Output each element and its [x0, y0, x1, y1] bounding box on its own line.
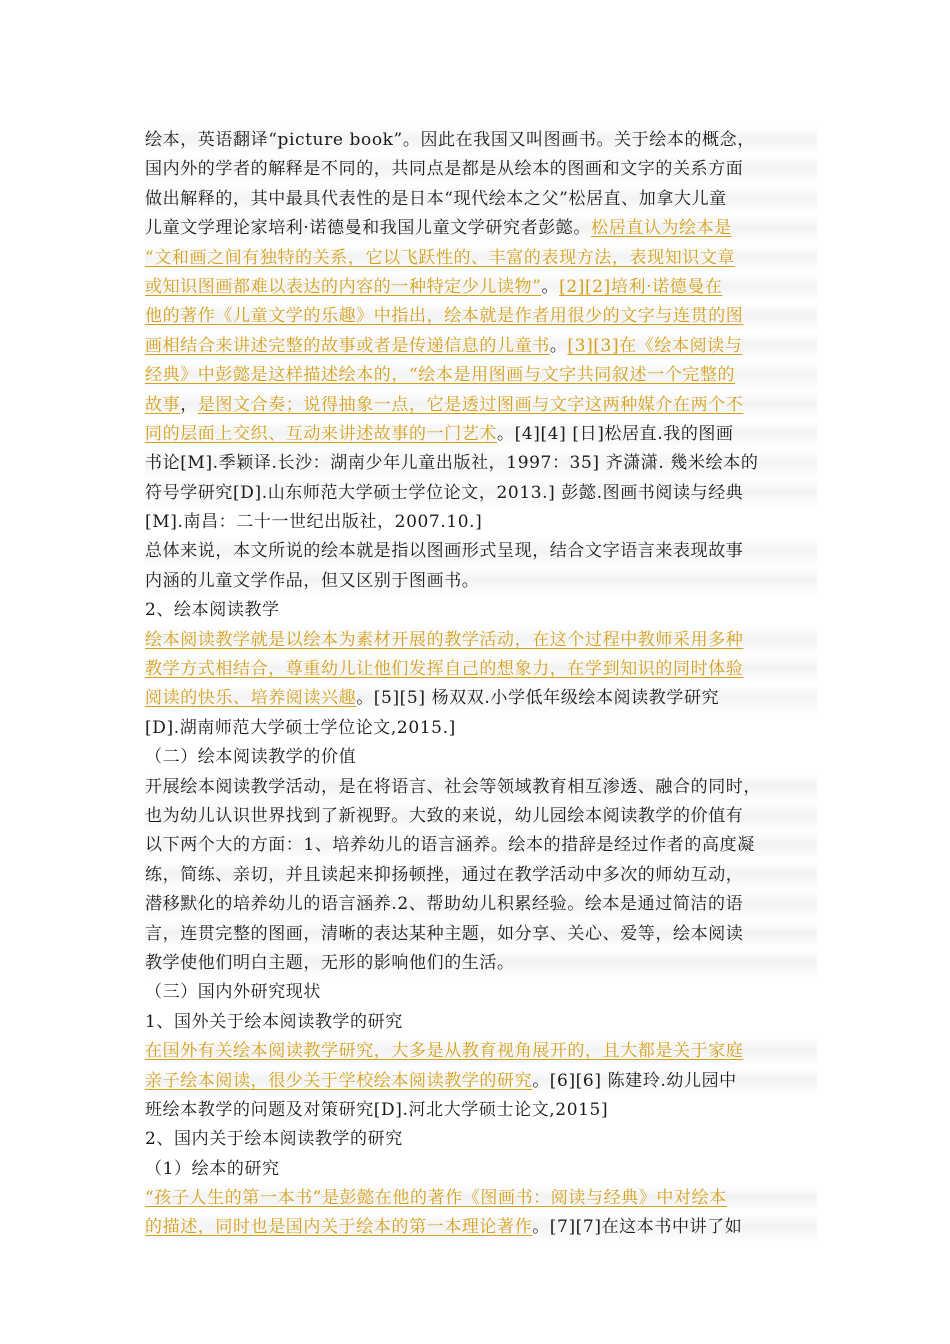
- text-line: [145, 655, 817, 684]
- text-line: [145, 890, 817, 919]
- highlighted-citation-text: 教学方式相结合，尊重幼儿让他们发挥自己的想象力，在学到知识的同时体验: [145, 659, 744, 680]
- text-line: [145, 684, 817, 713]
- body-text: 。[7][7]在这本书中讲了如: [532, 1217, 743, 1238]
- text-line: [145, 861, 817, 890]
- highlighted-citation-text: 阅读的快乐、培养阅读兴趣: [145, 688, 357, 709]
- body-text: 。: [541, 276, 560, 297]
- body-text: 。: [549, 335, 568, 356]
- text-line: [145, 1067, 817, 1096]
- body-text: 符号学研究[D].山东师范大学硕士学位论文，2013.] 彭懿.图画书阅读与经典: [145, 482, 744, 503]
- text-line: [145, 978, 817, 1007]
- text-line: [145, 802, 817, 831]
- text-line: [145, 420, 817, 449]
- highlighted-citation-text: “文和画之间有独特的关系，它以飞跃性的、丰富的表现方法，表现知识文章: [145, 247, 736, 268]
- body-text: 做出解释的，其中最具代表性的是日本“现代绘本之父”松居直、加拿大儿童: [145, 188, 727, 209]
- body-text: 以下两个大的方面：1、培养幼儿的语言涵养。绘本的措辞是经过作者的高度凝: [145, 835, 755, 856]
- text-line: [145, 1125, 817, 1154]
- text-line: [145, 244, 817, 273]
- text-line: [145, 361, 817, 390]
- text-line: [145, 537, 817, 566]
- body-text: 儿童文学理论家培利·诺德曼和我国儿童文学研究者彭懿。: [145, 218, 592, 239]
- highlighted-citation-text: 他的著作《儿童文学的乐趣》中指出，绘本就是作者用很少的文字与连贯的图: [145, 306, 744, 327]
- body-text: 总体来说，本文所说的绘本就是指以图画形式呈现，结合文字语言来表现故事: [145, 541, 744, 562]
- body-text: 。[5][5] 杨双双.小学低年级绘本阅读教学研究: [356, 688, 720, 709]
- body-text: 也为幼儿认识世界找到了新视野。大致的来说，幼儿园绘本阅读教学的价值有: [145, 805, 744, 826]
- text-line: [145, 1155, 817, 1184]
- highlighted-citation-text: 是图文合奏；说得抽象一点，它是透过图画与文字这两种媒介在两个不: [197, 394, 744, 415]
- text-line: [145, 185, 817, 214]
- text-line: [145, 1008, 817, 1037]
- text-line: [145, 714, 817, 743]
- body-text: 班绘本教学的问题及对策研究[D].河北大学硕士论文,2015]: [145, 1099, 609, 1120]
- highlighted-citation-text: [3][3]在《绘本阅读与: [567, 335, 743, 356]
- text-line: [145, 920, 817, 949]
- document-body: [145, 126, 817, 1243]
- highlighted-citation-text: 绘本阅读教学就是以绘本为素材开展的教学活动，在这个过程中教师采用多种: [145, 629, 744, 650]
- highlighted-citation-text: 亲子绘本阅读，很少关于学校绘本阅读教学的研究: [145, 1070, 533, 1091]
- body-text: 国内外的学者的解释是不同的，共同点是都是从绘本的图画和文字的关系方面: [145, 159, 744, 180]
- text-line: [145, 391, 817, 420]
- highlighted-citation-text: 松居直认为绘本是: [591, 218, 732, 239]
- text-line: [145, 773, 817, 802]
- highlighted-citation-text: 同的层面上交织、互动来讲述故事的一门艺术: [145, 423, 497, 444]
- body-text: （二）绘本阅读教学的价值: [145, 747, 357, 768]
- body-text: （1）绘本的研究: [145, 1158, 280, 1179]
- text-line: [145, 332, 817, 361]
- text-line: [145, 1213, 817, 1242]
- text-line: [145, 626, 817, 655]
- text-line: [145, 831, 817, 860]
- highlighted-citation-text: 画相结合来讲述完整的故事或者是传递信息的儿童书: [145, 335, 550, 356]
- body-text: 2、绘本阅读教学: [145, 600, 280, 621]
- highlighted-citation-text: 或知识图画都难以表达的内容的一种特定少儿读物”: [145, 276, 542, 297]
- body-text: 教学使他们明白主题，无形的影响他们的生活。: [145, 952, 515, 973]
- body-text: （三）国内外研究现状: [145, 982, 321, 1003]
- text-line: [145, 508, 817, 537]
- body-text: 。[4][4] [日]松居直.我的图画: [497, 423, 734, 444]
- highlighted-citation-text: 故事: [145, 394, 181, 415]
- body-text: 内涵的儿童文学作品，但又区别于图画书。: [145, 570, 480, 591]
- highlighted-citation-text: “孩子人生的第一本书”是彭懿在他的著作《图画书：阅读与经典》中对绘本: [145, 1188, 727, 1209]
- text-line: [145, 449, 817, 478]
- body-text: 开展绘本阅读教学活动，是在将语言、社会等领域教育相互渗透、融合的同时，: [145, 776, 761, 797]
- highlighted-citation-text: 经典》中彭懿是这样描述绘本的，“绘本是用图画与文字共同叙述一个完整的: [145, 365, 736, 386]
- body-text: 。[6][6] 陈建玲.幼儿园中: [532, 1070, 737, 1091]
- body-text: 2、国内关于绘本阅读教学的研究: [145, 1129, 403, 1150]
- text-line: [145, 214, 817, 243]
- body-text: 绘本，英语翻译“picture book”。因此在我国又叫图画书。关于绘本的概念，: [145, 130, 755, 150]
- text-line: [145, 155, 817, 184]
- body-text: [M].南昌：二十一世纪出版社，2007.10.]: [145, 512, 483, 533]
- text-line: [145, 596, 817, 625]
- body-text: 言，连贯完整的图画，清晰的表达某种主题，如分享、关心、爱等，绘本阅读: [145, 923, 744, 944]
- highlighted-citation-text: [2][2]培利·诺德曼在: [559, 276, 723, 297]
- text-line: [145, 949, 817, 978]
- text-line: [145, 479, 817, 508]
- text-line: [145, 302, 817, 331]
- body-text: 书论[M].季颖译.长沙：湖南少年儿童出版社，1997：35] 齐潇潇. 幾米绘本的: [145, 453, 759, 474]
- text-line: [145, 1184, 817, 1213]
- text-line: [145, 273, 817, 302]
- text-line: [145, 743, 817, 772]
- text-line: [145, 567, 817, 596]
- body-text: 潜移默化的培养幼儿的语言涵养.2、帮助幼儿积累经验。绘本是通过简洁的语: [145, 894, 744, 915]
- body-text: 练，简练、亲切，并且读起来抑扬顿挫，通过在教学活动中多次的师幼互动，: [145, 864, 744, 885]
- body-text: ，: [180, 394, 198, 415]
- text-line: [145, 1096, 817, 1125]
- highlighted-citation-text: 在国外有关绘本阅读教学研究，大多是从教育视角展开的，且大都是关于家庭: [145, 1041, 744, 1062]
- body-text: 1、国外关于绘本阅读教学的研究: [145, 1011, 403, 1032]
- highlighted-citation-text: 的描述，同时也是国内关于绘本的第一本理论著作: [145, 1217, 533, 1238]
- text-line: [145, 1037, 817, 1066]
- body-text: [D].湖南师范大学硕士学位论文,2015.]: [145, 717, 456, 738]
- text-line: [145, 126, 817, 155]
